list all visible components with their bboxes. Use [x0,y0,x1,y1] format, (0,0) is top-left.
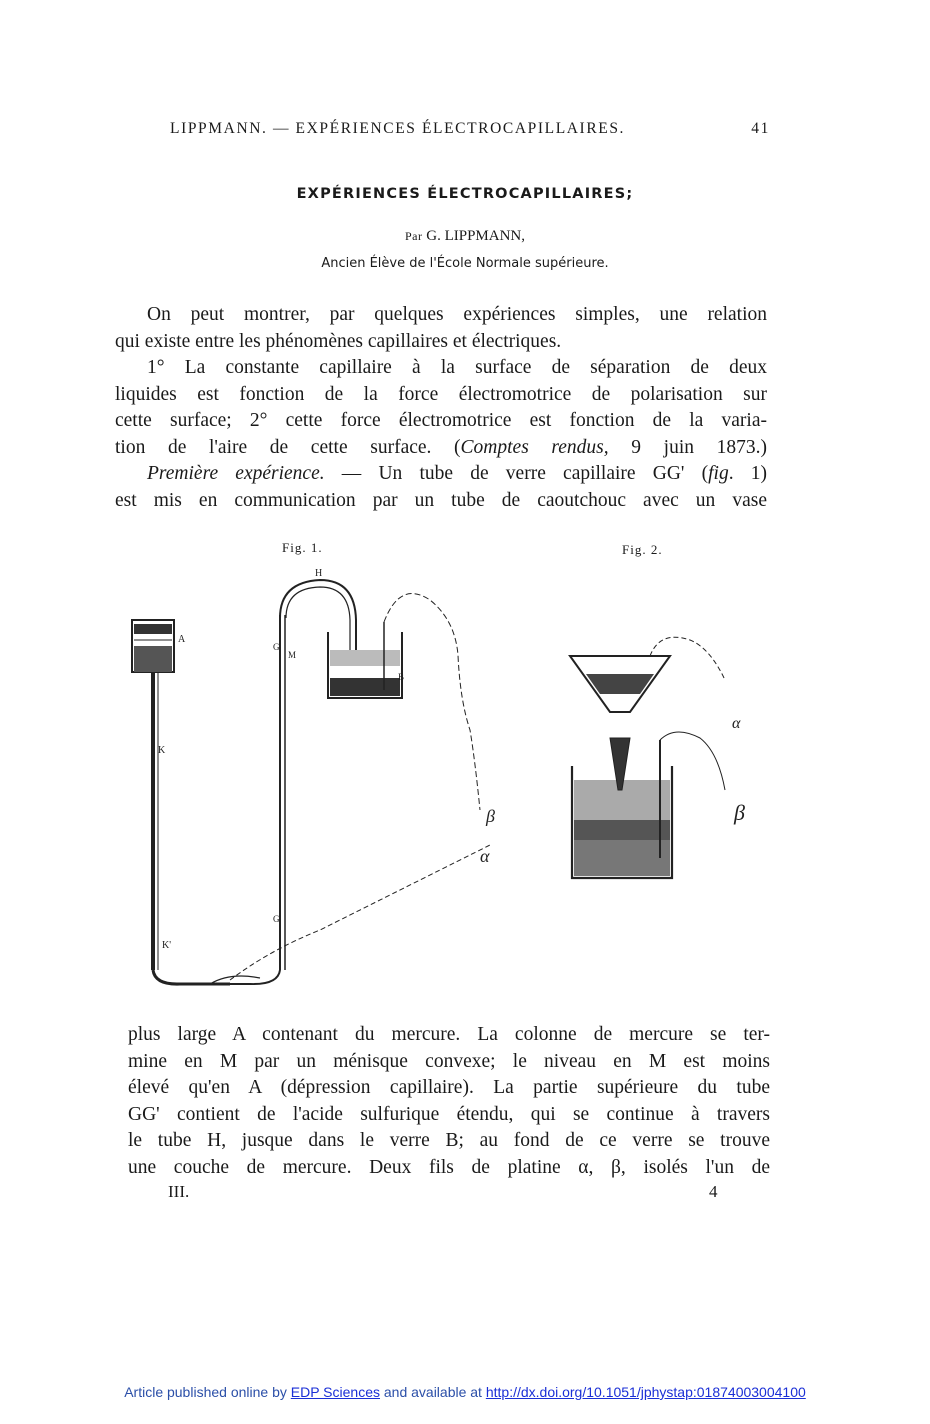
letter-alpha: α [732,715,741,732]
wire-alpha [230,845,490,980]
figure-2-label: Fig. 2. [622,542,663,557]
text-run: 9 juin 1873.) [608,436,767,458]
vessel-a [132,620,174,672]
citation-italic: Comptes rendus, [460,436,609,458]
credit-text: and available at [379,1384,486,1400]
text-line: 1° La constante capillaire à la surface de séparation de deux [147,357,767,378]
running-head [170,120,770,138]
beaker [572,738,672,878]
text-run: tion de l'aire de cette surface. ( [115,436,461,458]
capillary-tube-gg [210,615,285,984]
text-line: le tube H, jusque dans le verre B; au fond de ce verre se trouve [128,1130,770,1151]
text-line [115,461,767,488]
experiment-heading: Première expérience. [147,463,325,484]
figure-2-apparatus [560,620,790,890]
doi-link[interactable]: http://dx.doi.org/10.1051/jphystap:01874003004100 [485,1384,806,1400]
text-line: mine en M par un ménisque convexe; le niveau en M est moins [128,1050,770,1072]
publisher-credit [0,1384,930,1400]
letter-h: H [315,568,323,579]
wire-alpha [650,637,725,680]
letter-g: G [273,642,280,652]
beaker-b [328,622,405,698]
text-line: est mis en communication par un tube de caoutchouc avec un vase [115,489,767,511]
letter-k-prime: K' [162,940,172,951]
credit-text: Article published online by [124,1384,291,1400]
letter-k: K [158,745,166,756]
text-line: une couche de mercure. Deux fils de platine α, β, isolés l'un de [128,1156,770,1178]
volume-mark: III. [168,1182,190,1201]
letter-b: B [398,672,405,682]
author-prefix: Par [404,229,423,243]
text-line: plus large A contenant du mercure. La colonne de mercure se ter- [128,1024,770,1045]
letter-g-prime: G' [273,914,282,924]
text-line: qui existe entre les phénomènes capillaires et électriques. [115,330,562,352]
text-line: élevé qu'en A (dépression capillaire). La partie supérieure du tube [128,1077,770,1098]
author-line [0,228,930,245]
figure-1-apparatus [120,560,520,1000]
author-name: G. LIPPMANN, [426,228,525,244]
body-text-top [115,302,767,514]
letter-beta: β [486,806,495,826]
body-text-continued [128,1022,770,1181]
figure-1-label: Fig. 1. [282,540,323,555]
siphon-tube-h [280,580,356,650]
wire-beta [384,594,480,810]
page-number: 41 [751,120,770,137]
author-affiliation: Ancien Élève de l'École Normale supérieure. [321,256,609,271]
text-line: liquides est fonction de la force électromotrice de polarisation sur [115,383,767,405]
publisher-link[interactable]: EDP Sciences [290,1384,380,1400]
letter-a: A [178,634,186,645]
tube-k [153,672,230,984]
text-line: On peut montrer, par quelques expériences simples, une relation [147,304,767,325]
letter-alpha: α [480,846,490,866]
text-line [115,435,767,462]
signature-mark: 4 [709,1182,718,1201]
letter-beta: β [734,800,745,825]
text-line: GG' contient de l'acide sulfurique étendu, qui se continue à travers [128,1103,770,1125]
fig-reference: fig [708,463,729,484]
text-run: . 1) [728,463,767,484]
funnel [570,656,670,712]
text-line: cette surface; 2° cette force électromotrice est fonction de la varia- [115,410,767,431]
letter-m: M [288,650,297,660]
text-run: — Un tube de verre capillaire GG' ( [324,463,709,484]
running-head-text: LIPPMANN. — EXPÉRIENCES ÉLECTROCAPILLAIRES. [170,120,626,137]
article-title: EXPÉRIENCES ÉLECTROCAPILLAIRES; [296,186,634,202]
